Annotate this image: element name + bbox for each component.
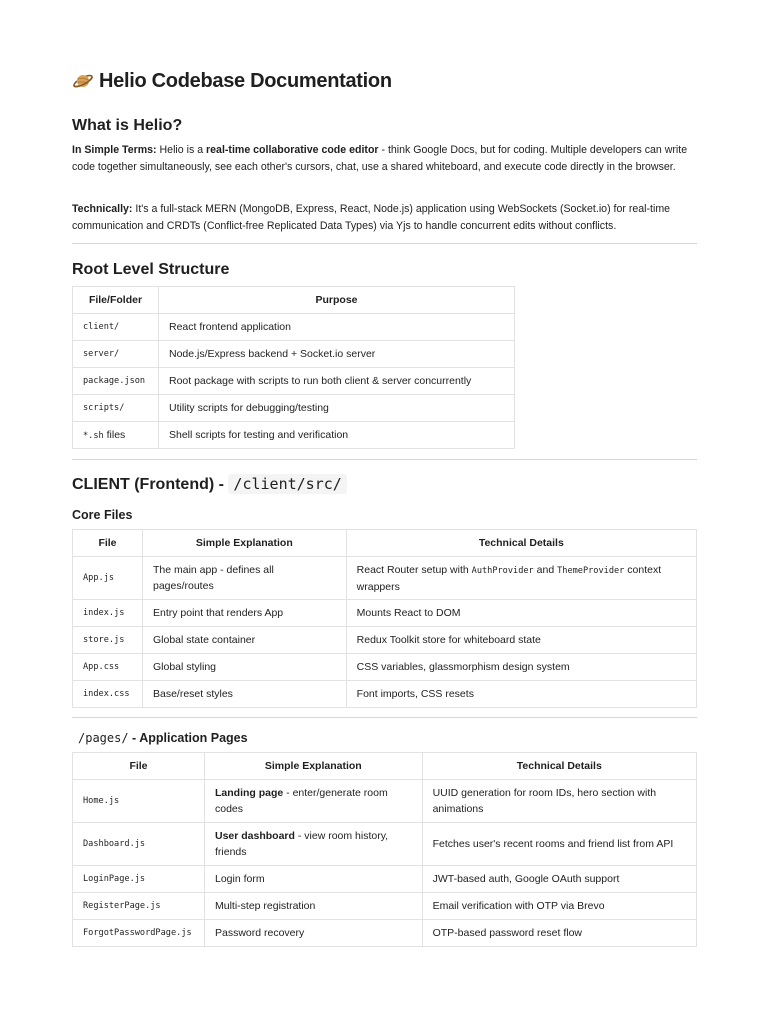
pages-heading-text: - Application Pages	[128, 731, 248, 745]
purpose-cell: Root package with scripts to run both client & server concurrently	[158, 368, 514, 395]
simple-bold: Landing page	[214, 787, 284, 799]
table-row	[73, 341, 515, 368]
column-header: Purpose	[158, 287, 514, 314]
pages-heading-path: /pages/	[78, 731, 129, 745]
table-row	[73, 600, 697, 627]
column-header: File	[73, 530, 143, 557]
client-heading-text: CLIENT (Frontend) -	[72, 476, 229, 493]
simple-explanation-cell: Global styling	[142, 654, 346, 681]
table-row	[73, 422, 515, 449]
technical-details-cell: CSS variables, glassmorphism design system	[346, 654, 696, 681]
pages-section-heading	[78, 731, 248, 745]
page-title	[72, 70, 392, 93]
tech-text: and	[533, 563, 558, 576]
file-name-suffix: files	[103, 428, 126, 441]
tech-text: context wrappers	[356, 563, 662, 593]
column-header: Simple Explanation	[204, 753, 422, 780]
core-files-heading: Core Files	[72, 508, 133, 522]
technical-details-cell: Mounts React to DOM	[346, 600, 696, 627]
file-cell: server/	[73, 341, 159, 368]
simple-explanation-cell: Global state container	[142, 627, 346, 654]
technical-details-cell	[346, 557, 696, 600]
table-header-row	[73, 530, 697, 557]
simple-text: - enter/generate room codes	[214, 787, 388, 815]
pages-table	[72, 752, 697, 947]
file-cell: App.js	[73, 557, 143, 600]
file-cell: Dashboard.js	[73, 823, 205, 866]
simple-explanation-cell: Login form	[204, 866, 422, 893]
page-title-text: Helio Codebase Documentation	[99, 70, 392, 92]
tech-code: ThemeProvider	[557, 565, 625, 576]
technical-details-cell: UUID generation for room IDs, hero section with animations	[422, 780, 696, 823]
file-cell: LoginPage.js	[73, 866, 205, 893]
tech-text: React Router setup with	[356, 563, 472, 576]
technically-label: Technically:	[72, 203, 133, 215]
purpose-cell: Node.js/Express backend + Socket.io server	[158, 341, 514, 368]
simple-terms-text-post: - think Google Docs, but for coding. Multiple developers can write code together simultaneously, see each other's cursors, chat, use a shared whiteboard, and execute code directly in the browser.	[72, 144, 688, 173]
simple-explanation-cell: The main app - defines all pages/routes	[142, 557, 346, 600]
what-is-heading: What is Helio?	[72, 117, 183, 134]
file-cell: index.js	[73, 600, 143, 627]
table-row	[73, 681, 697, 708]
simple-explanation-cell: Password recovery	[204, 920, 422, 947]
divider	[72, 459, 697, 460]
file-cell: ForgotPasswordPage.js	[73, 920, 205, 947]
simple-text: - view room history, friends	[214, 830, 389, 858]
file-cell: store.js	[73, 627, 143, 654]
column-header: File	[73, 753, 205, 780]
table-row	[73, 823, 697, 866]
simple-terms-paragraph	[72, 142, 697, 176]
table-row	[73, 654, 697, 681]
table-row	[73, 314, 515, 341]
file-cell: index.css	[73, 681, 143, 708]
file-name-code: *.sh	[83, 430, 104, 441]
table-row	[73, 627, 697, 654]
divider	[72, 243, 697, 244]
technical-details-cell: Font imports, CSS resets	[346, 681, 696, 708]
technical-details-cell: OTP-based password reset flow	[422, 920, 696, 947]
file-cell: scripts/	[73, 395, 159, 422]
file-cell: package.json	[73, 368, 159, 395]
table-row	[73, 866, 697, 893]
technical-details-cell: Redux Toolkit store for whiteboard state	[346, 627, 696, 654]
file-cell: Home.js	[73, 780, 205, 823]
root-structure-heading: Root Level Structure	[72, 261, 230, 278]
file-cell	[73, 422, 159, 449]
simple-terms-text-pre: Helio is a	[156, 144, 207, 156]
table-header-row	[73, 753, 697, 780]
table-row	[73, 557, 697, 600]
simple-explanation-cell	[204, 823, 422, 866]
column-header: Simple Explanation	[142, 530, 346, 557]
file-cell: App.css	[73, 654, 143, 681]
purpose-cell: Utility scripts for debugging/testing	[158, 395, 514, 422]
file-cell: RegisterPage.js	[73, 893, 205, 920]
client-heading-path: /client/src/	[228, 474, 346, 494]
column-header: File/Folder	[73, 287, 159, 314]
table-row	[73, 780, 697, 823]
table-row	[73, 368, 515, 395]
divider	[72, 717, 697, 718]
simple-explanation-cell: Entry point that renders App	[142, 600, 346, 627]
technically-paragraph	[72, 201, 697, 235]
table-row	[73, 893, 697, 920]
simple-explanation-cell: Multi-step registration	[204, 893, 422, 920]
simple-explanation-cell: Base/reset styles	[142, 681, 346, 708]
simple-explanation-cell	[204, 780, 422, 823]
tech-code: AuthProvider	[471, 565, 534, 576]
technical-details-cell: Fetches user's recent rooms and friend list from API	[422, 823, 696, 866]
technical-details-cell: Email verification with OTP via Brevo	[422, 893, 696, 920]
client-section-heading	[72, 475, 347, 494]
table-header-row	[73, 287, 515, 314]
purpose-cell: React frontend application	[158, 314, 514, 341]
column-header: Technical Details	[422, 753, 696, 780]
ringed-planet-icon	[72, 70, 94, 90]
purpose-cell: Shell scripts for testing and verification	[158, 422, 514, 449]
table-row	[73, 395, 515, 422]
file-cell: client/	[73, 314, 159, 341]
simple-terms-label: In Simple Terms:	[72, 144, 157, 156]
simple-terms-bold: real-time collaborative code editor	[206, 144, 379, 156]
technically-text: It's a full-stack MERN (MongoDB, Express, React, Node.js) application using WebSockets (Socket.io) for real-time communication and CRDTs (Conflict-free Replicated Data Types) via Yjs to handle concurrent edits without conflicts.	[72, 203, 671, 232]
simple-bold: User dashboard	[214, 830, 295, 842]
core-files-table	[72, 529, 697, 708]
table-row	[73, 920, 697, 947]
root-structure-table	[72, 286, 515, 449]
column-header: Technical Details	[346, 530, 696, 557]
technical-details-cell: JWT-based auth, Google OAuth support	[422, 866, 696, 893]
